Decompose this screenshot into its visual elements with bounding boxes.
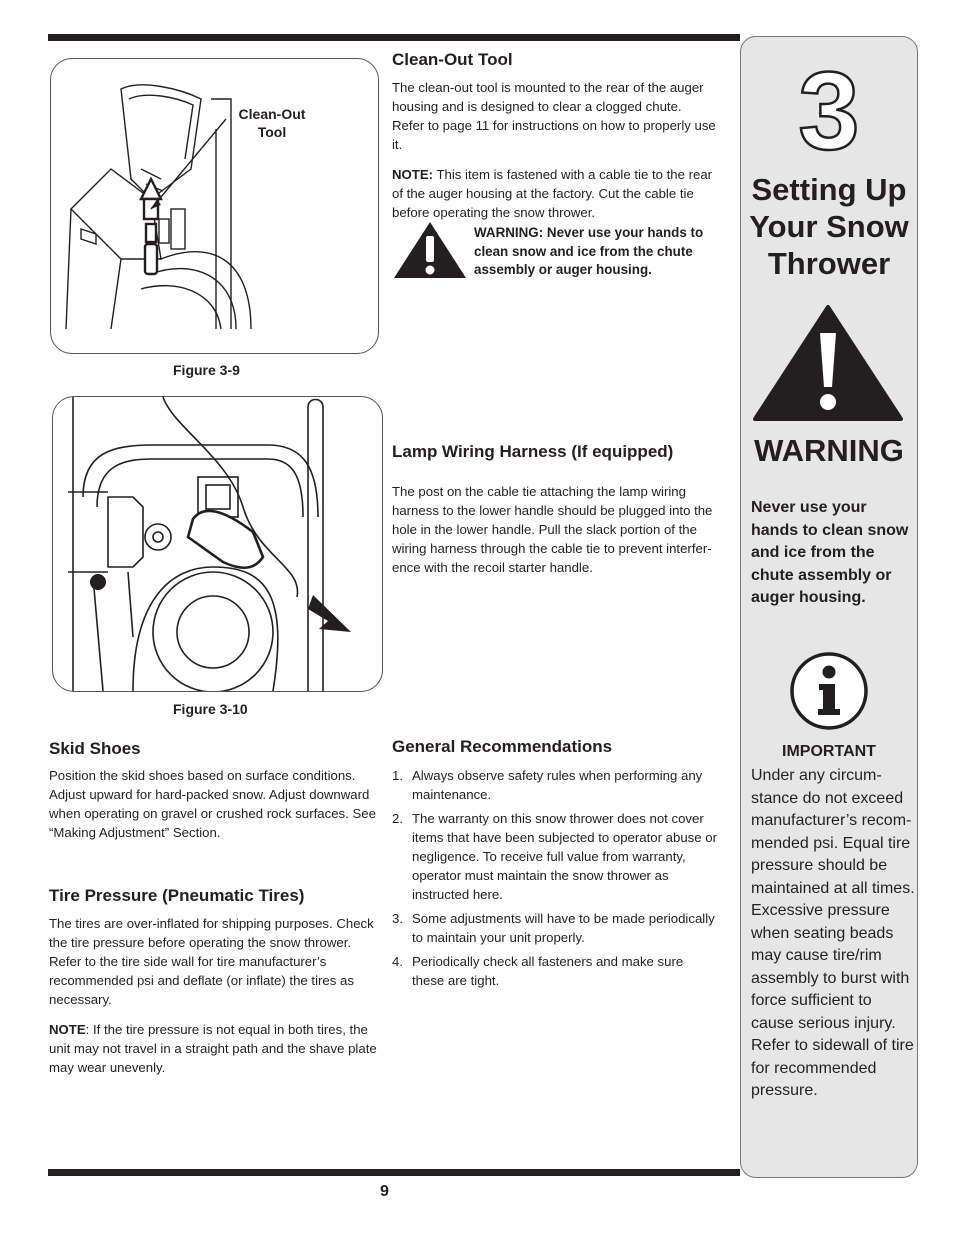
cleanout-paragraph: The clean-out tool is mounted to the rear of the auger housing and is designed to clear a clogged chute. Refer to page 11 for instructions on how to properly use it. — [392, 80, 716, 152]
chapter-title: Setting Up Your Snow Thrower — [749, 172, 909, 281]
item-number: 4. — [392, 954, 403, 969]
note-label: NOTE: — [392, 167, 434, 182]
warning-heading: WARNING — [754, 433, 904, 468]
skid-heading: Skid Shoes — [49, 739, 141, 758]
tire-paragraph: The tires are over-inflated for shipping purposes. Check the tire pressure before operating the snow thrower. Refer to the tire side wall for tire manufacturer’s recommended psi and deflate (or inflate) the tires as necessary. — [49, 916, 374, 1007]
item-text: Some adjustments will have to be made periodically to maintain your unit properly. — [412, 911, 715, 945]
list-item — [392, 952, 717, 990]
important-heading: IMPORTANT — [782, 743, 876, 760]
item-number: 3. — [392, 911, 403, 926]
list-item — [392, 909, 717, 947]
skid-body — [49, 766, 379, 853]
lamp-body — [392, 482, 717, 588]
callout-label: Clean-Out Tool — [238, 106, 306, 140]
cleanout-warning-text: WARNING: Never use your hands to clean snow and ice from the chute assembly or auger housing. — [474, 225, 704, 277]
skid-paragraph: Position the skid shoes based on surface conditions. Adjust upward for hard-packed snow. Adjust downward when operating on gravel or crushed rock surfaces. See “Making Adjustment” Section. — [49, 768, 376, 840]
item-number: 1. — [392, 768, 403, 783]
bottom-rule — [48, 1169, 740, 1176]
warning-triangle-icon — [753, 303, 903, 423]
list-item — [392, 809, 717, 904]
chapter-number: 3 — [798, 50, 860, 173]
item-text: The warranty on this snow thrower does not cover items that have been subjected to operator abuse or negligence. To receive full value from warranty, operator must maintain the snow thrower as instructed here. — [412, 811, 717, 902]
info-icon — [789, 651, 869, 731]
chute-illustration — [51, 59, 378, 353]
warning-triangle-icon — [392, 220, 468, 280]
list-item — [392, 766, 717, 804]
lamp-paragraph: The post on the cable tie attaching the lamp wiring harness to the lower handle should be plugged into the hole in the lower handle. Pull the slack portion of the wiring harness through the cable tie to prevent interfer-ence with the recoil starter handle. — [392, 484, 713, 575]
note-text: : If the tire pressure is not equal in both tires, the unit may not travel in a straight path and the shave plate may wear unevenly. — [49, 1022, 377, 1075]
page-number: 9 — [380, 1183, 389, 1200]
chapter-sidebar — [740, 36, 918, 1178]
item-text: Periodically check all fasteners and make sure these are tight. — [412, 954, 684, 988]
tire-note — [49, 1020, 379, 1077]
figure-3-9 — [50, 58, 379, 354]
lamp-heading: Lamp Wiring Harness (If equipped) — [392, 442, 674, 461]
figure-3-9-caption: Figure 3-9 — [173, 362, 240, 378]
item-text: Always observe safety rules when performing any maintenance. — [412, 768, 703, 802]
tire-body — [49, 914, 379, 1088]
note-label: NOTE — [49, 1022, 86, 1037]
general-list — [392, 766, 717, 995]
important-text: Under any circum-stance do not exceed manufacturer’s recom-mended psi. Equal tire pressure should be maintained at all times. Excessive pressure when seating beads may cause tire/rim assembly to burst with force sufficient to cause serious injury. Refer to sidewall of tire for recommended pressure. — [751, 767, 915, 1099]
cleanout-heading: Clean-Out Tool — [392, 50, 513, 69]
note-text: This item is fastened with a cable tie to the rear of the auger housing at the factory. Cut the cable tie before operating the snow thrower. — [392, 167, 713, 220]
tire-heading: Tire Pressure (Pneumatic Tires) — [49, 886, 305, 905]
cleanout-note — [392, 165, 717, 222]
item-number: 2. — [392, 811, 403, 826]
warning-text: Never use your hands to clean snow and ice from the chute assembly or auger housing. — [751, 499, 909, 606]
figure-3-10-caption: Figure 3-10 — [173, 701, 248, 717]
cleanout-warning — [392, 220, 722, 290]
general-heading: General Recommendations — [392, 737, 613, 756]
harness-illustration — [53, 397, 382, 691]
top-rule — [48, 34, 740, 41]
figure-3-10 — [52, 396, 383, 692]
cleanout-body — [392, 78, 717, 233]
